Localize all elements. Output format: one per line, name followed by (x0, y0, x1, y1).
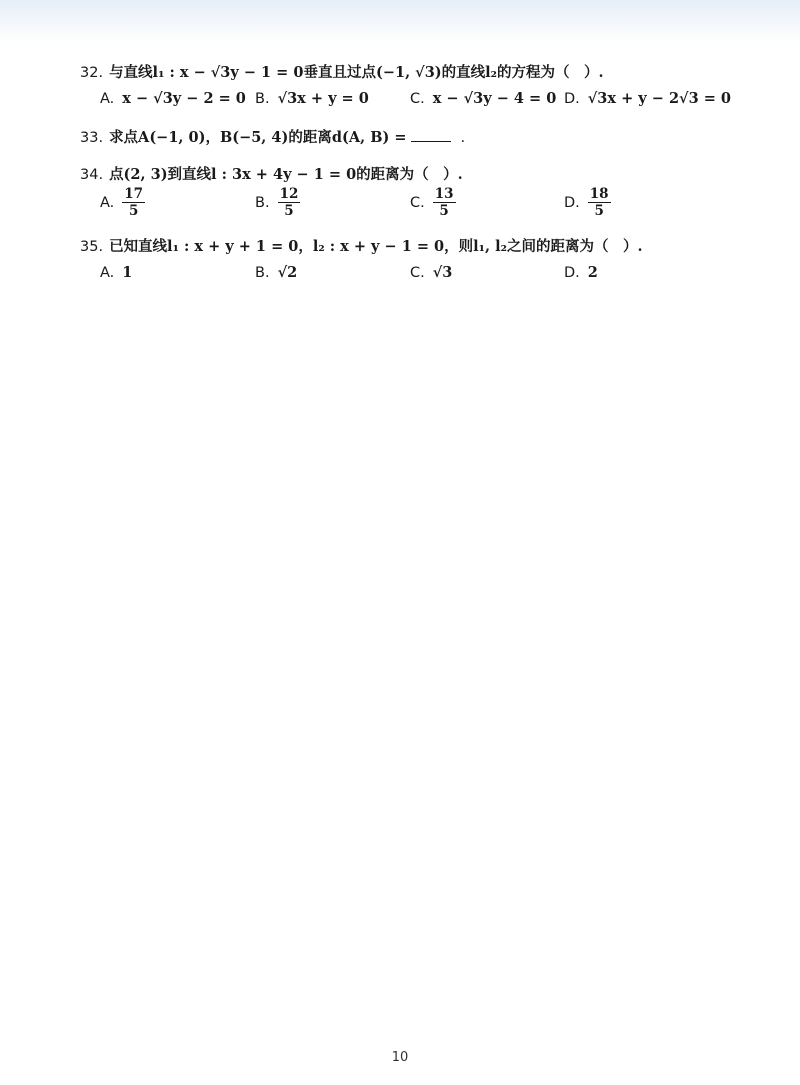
question-number: 34. (80, 167, 104, 183)
question-stem-end: . (460, 130, 466, 146)
question-34-options (100, 186, 720, 226)
numerator: 18 (589, 186, 609, 202)
option-c (410, 264, 452, 281)
option-c (410, 90, 556, 107)
option-text: 2 (587, 264, 598, 281)
option-label: B. (255, 91, 270, 107)
question-stem: 求点A(−1, 0)，B(−5, 4)的距离d(A, B) = (109, 129, 407, 146)
answer-blank[interactable] (411, 127, 451, 142)
question-34 (80, 164, 463, 186)
option-b (255, 186, 300, 219)
page-number: 10 (391, 1050, 409, 1065)
option-b (255, 90, 369, 107)
denominator: 5 (128, 203, 139, 219)
denominator: 5 (594, 203, 604, 219)
option-text: √3x + y = 0 (277, 90, 369, 107)
option-label: A. (100, 265, 115, 281)
option-label: A. (100, 91, 115, 107)
option-label: C. (410, 91, 425, 107)
numerator: 13 (434, 186, 454, 202)
option-label: C. (410, 194, 425, 211)
option-label: B. (255, 194, 270, 211)
denominator: 5 (284, 203, 294, 219)
question-stem: 点(2, 3)到直线l : 3x + 4y − 1 = 0的距离为（ ）. (109, 166, 463, 183)
question-stem: 已知直线l₁ : x + y + 1 = 0，l₂ : x + y − 1 = 0，则l₁, l₂之间的距离为（ ）. (109, 238, 643, 255)
option-d (564, 90, 731, 107)
question-35-options (100, 264, 720, 288)
question-number: 32. (80, 65, 104, 81)
numerator: 17 (124, 186, 144, 202)
question-stem: 与直线l₁ : x − √3y − 1 = 0垂直且过点(−1, √3)的直线l₂的方程为（ ）. (109, 64, 604, 81)
question-number: 35. (80, 239, 104, 255)
option-label: A. (100, 194, 115, 211)
fraction (278, 186, 301, 219)
option-label: D. (564, 194, 580, 211)
fraction (433, 186, 456, 219)
option-label: D. (564, 91, 580, 107)
option-text: 1 (122, 264, 133, 281)
option-text: √3 (432, 264, 453, 281)
question-number: 33. (80, 130, 104, 146)
option-text: x − √3y − 2 = 0 (122, 90, 246, 107)
option-text: √3x + y − 2√3 = 0 (587, 90, 732, 107)
numerator: 12 (279, 186, 299, 202)
option-text: x − √3y − 4 = 0 (432, 90, 557, 107)
denominator: 5 (439, 203, 449, 219)
option-label: B. (255, 265, 270, 281)
fraction (122, 186, 145, 219)
fraction (588, 186, 611, 219)
question-35 (80, 236, 643, 258)
option-c (410, 186, 456, 219)
option-label: C. (410, 265, 425, 281)
header-gradient-band (0, 0, 800, 42)
question-32 (80, 62, 604, 84)
question-32-options (100, 90, 732, 114)
option-b (255, 264, 297, 281)
option-a (100, 186, 145, 219)
option-d (564, 264, 598, 281)
option-label: D. (564, 265, 580, 281)
option-a (100, 90, 246, 107)
question-33 (80, 127, 465, 149)
option-a (100, 264, 132, 281)
option-text: √2 (277, 264, 298, 281)
option-d (564, 186, 611, 219)
